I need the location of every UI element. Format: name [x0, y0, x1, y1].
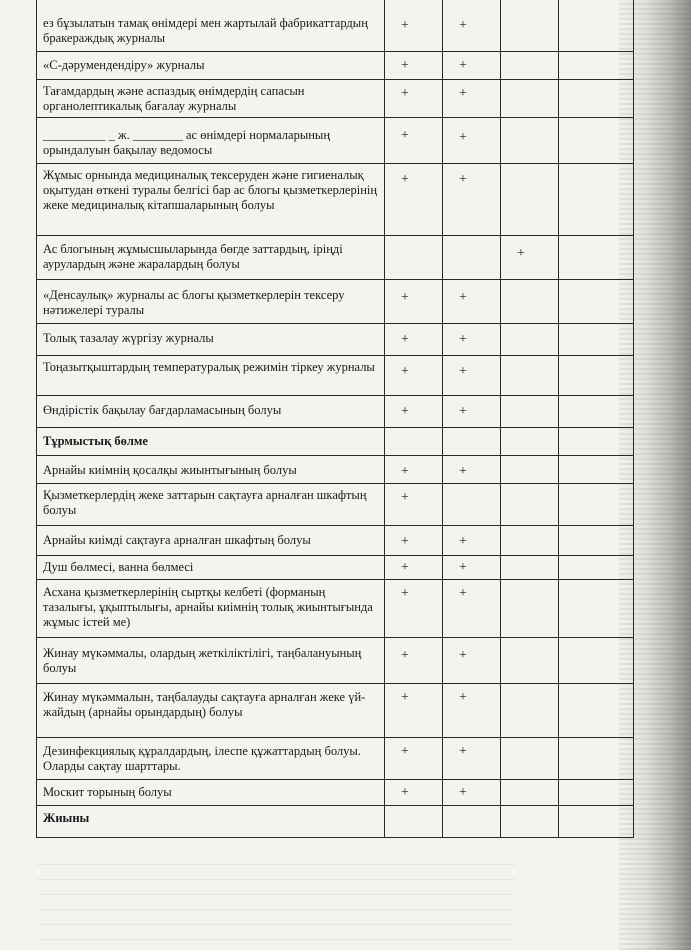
mark-cell-4: [559, 52, 634, 79]
mark-cell-4: [559, 324, 634, 355]
plus-mark: +: [459, 364, 467, 379]
mark-cell-1: [385, 580, 443, 637]
mark-cell-4: [559, 638, 634, 683]
mark-cell-3: [501, 80, 559, 117]
mark-cell-2: [443, 638, 501, 683]
section-title: Тұрмыстық бөлме: [36, 428, 385, 455]
checklist-table: [36, 0, 634, 950]
table-row: [36, 396, 634, 428]
mark-cell-3: [501, 118, 559, 163]
table-row: [36, 52, 634, 80]
mark-cell-4: [559, 356, 634, 395]
total-label: Жиыны: [36, 806, 385, 837]
mark-cell-4: [559, 684, 634, 737]
section-header-row: [36, 428, 634, 456]
plus-mark: +: [401, 586, 409, 601]
mark-cell-2: [443, 580, 501, 637]
plus-mark: +: [401, 18, 409, 33]
mark-cell-2: [443, 428, 501, 455]
mark-cell-3: [501, 580, 559, 637]
plus-mark: +: [459, 18, 467, 33]
mark-cell-3: [501, 526, 559, 555]
mark-cell-2: [443, 738, 501, 779]
plus-mark: +: [459, 648, 467, 663]
plus-mark: +: [401, 58, 409, 73]
plus-mark: +: [401, 86, 409, 101]
plus-mark: +: [401, 172, 409, 187]
mark-cell-3: [501, 280, 559, 323]
mark-cell-3: [501, 738, 559, 779]
mark-cell-1: [385, 0, 443, 51]
mark-cell-3: [501, 356, 559, 395]
item-text: ез бұзылатын тамақ өнімдері мен жартылай фабрикаттардың бракераждық журналы: [36, 0, 385, 51]
mark-cell-1: [385, 526, 443, 555]
mark-cell-1: [385, 780, 443, 805]
mark-cell-2: [443, 780, 501, 805]
mark-cell-2: [443, 0, 501, 51]
plus-mark: +: [459, 332, 467, 347]
mark-cell-4: [559, 236, 634, 279]
item-text: Ас блогының жұмысшыларында бөгде заттардың, іріңді аурулардың және жаралардың болуы: [36, 236, 385, 279]
table-row: [36, 738, 634, 780]
mark-cell-2: [443, 324, 501, 355]
plus-mark: +: [401, 744, 409, 759]
table-row: [36, 80, 634, 118]
plus-mark: +: [459, 586, 467, 601]
mark-cell-3: [501, 456, 559, 483]
table-row: [36, 526, 634, 556]
mark-cell-4: [559, 280, 634, 323]
mark-cell-4: [559, 580, 634, 637]
mark-cell-4: [559, 806, 634, 837]
plus-mark: +: [401, 490, 409, 505]
table-row: [36, 356, 634, 396]
mark-cell-1: [385, 806, 443, 837]
plus-mark: +: [401, 560, 409, 575]
mark-cell-3: [501, 52, 559, 79]
plus-mark: +: [401, 648, 409, 663]
mark-cell-3: [501, 0, 559, 51]
mark-cell-1: [385, 118, 443, 163]
mark-cell-2: [443, 556, 501, 579]
mark-cell-4: [559, 0, 634, 51]
plus-mark: +: [459, 744, 467, 759]
plus-mark: +: [459, 534, 467, 549]
plus-mark: +: [401, 332, 409, 347]
table-row: [36, 580, 634, 638]
mark-cell-2: [443, 280, 501, 323]
mark-cell-1: [385, 556, 443, 579]
plus-mark: +: [517, 246, 525, 261]
mark-cell-4: [559, 428, 634, 455]
table-row: [36, 456, 634, 484]
mark-cell-4: [559, 738, 634, 779]
plus-mark: +: [401, 290, 409, 305]
mark-cell-2: [443, 396, 501, 427]
mark-cell-1: [385, 638, 443, 683]
item-text: Тағамдардың және аспаздық өнімдердің сапасын органолептикалық бағалау журналы: [36, 80, 385, 117]
mark-cell-4: [559, 526, 634, 555]
plus-mark: +: [459, 785, 467, 800]
mark-cell-1: [385, 356, 443, 395]
table-row: [36, 780, 634, 806]
plus-mark: +: [401, 534, 409, 549]
mark-cell-3: [501, 428, 559, 455]
mark-cell-1: [385, 484, 443, 525]
plus-mark: +: [459, 560, 467, 575]
item-text: Дезинфекциялық құралдардың, ілеспе құжаттардың болуы. Оларды сақтау шарттары.: [36, 738, 385, 779]
item-text: Москит торының болуы: [36, 780, 385, 805]
mark-cell-4: [559, 556, 634, 579]
item-text: «С-дәрумендендіру» журналы: [36, 52, 385, 79]
table-row: [36, 484, 634, 526]
mark-cell-3: [501, 556, 559, 579]
plus-mark: +: [459, 58, 467, 73]
table-row: [36, 556, 634, 580]
mark-cell-2: [443, 484, 501, 525]
mark-cell-3: [501, 396, 559, 427]
table-row: [36, 684, 634, 738]
mark-cell-2: [443, 52, 501, 79]
total-row: [36, 806, 634, 838]
mark-cell-1: [385, 456, 443, 483]
table-row: [36, 118, 634, 164]
mark-cell-4: [559, 456, 634, 483]
mark-cell-3: [501, 780, 559, 805]
mark-cell-3: [501, 164, 559, 235]
mark-cell-2: [443, 684, 501, 737]
item-text: Асхана қызметкерлерінің сыртқы келбеті (форманың тазалығы, ұқыптылығы, арнайы киімнің толық жиынтығында жұмыс істей ме): [36, 580, 385, 637]
plus-mark: +: [459, 290, 467, 305]
mark-cell-4: [559, 118, 634, 163]
mark-cell-2: [443, 80, 501, 117]
mark-cell-4: [559, 164, 634, 235]
mark-cell-1: [385, 280, 443, 323]
mark-cell-2: [443, 356, 501, 395]
mark-cell-2: [443, 806, 501, 837]
mark-cell-3: [501, 484, 559, 525]
plus-mark: +: [401, 464, 409, 479]
mark-cell-3: [501, 638, 559, 683]
mark-cell-4: [559, 396, 634, 427]
table-row: [36, 164, 634, 236]
mark-cell-4: [559, 780, 634, 805]
plus-mark: +: [401, 364, 409, 379]
plus-mark: +: [401, 404, 409, 419]
table-row: [36, 0, 634, 52]
plus-mark: +: [459, 86, 467, 101]
item-text: Толық тазалау жүргізу журналы: [36, 324, 385, 355]
mark-cell-3: [501, 684, 559, 737]
item-text: «Денсаулық» журналы ас блогы қызметкерлерін тексеру нәтижелері туралы: [36, 280, 385, 323]
mark-cell-1: [385, 164, 443, 235]
item-text: __________ _ ж. ________ ас өнімдері нормаларының орындалуын бақылау ведомосы: [36, 118, 385, 163]
plus-mark: +: [459, 404, 467, 419]
item-text: Қызметкерлердің жеке заттарын сақтауға арналған шкафтың болуы: [36, 484, 385, 525]
mark-cell-1: [385, 236, 443, 279]
mark-cell-1: [385, 428, 443, 455]
mark-cell-4: [559, 484, 634, 525]
mark-cell-1: [385, 684, 443, 737]
mark-cell-2: [443, 164, 501, 235]
item-text: Өндірістік бақылау бағдарламасының болуы: [36, 396, 385, 427]
table-row: [36, 638, 634, 684]
mark-cell-3: [501, 236, 559, 279]
mark-cell-1: [385, 52, 443, 79]
table-row: [36, 236, 634, 280]
item-text: Арнайы киімнің қосалқы жиынтығының болуы: [36, 456, 385, 483]
table-row: [36, 280, 634, 324]
item-text: Душ бөлмесі, ванна бөлмесі: [36, 556, 385, 579]
item-text: Жинау мүкәммалы, олардың жеткіліктілігі, таңбалануының болуы: [36, 638, 385, 683]
mark-cell-4: [559, 80, 634, 117]
plus-mark: +: [401, 690, 409, 705]
mark-cell-1: [385, 80, 443, 117]
item-text: Арнайы киімді сақтауға арналған шкафтың болуы: [36, 526, 385, 555]
table-row: [36, 324, 634, 356]
mark-cell-1: [385, 396, 443, 427]
mark-cell-3: [501, 806, 559, 837]
mark-cell-1: [385, 738, 443, 779]
mark-cell-1: [385, 324, 443, 355]
plus-mark: +: [459, 130, 467, 145]
plus-mark: +: [459, 172, 467, 187]
mark-cell-2: [443, 236, 501, 279]
plus-mark: +: [401, 128, 409, 143]
item-text: Жұмыс орнында медициналық тексеруден және гигиеналық оқытудан өткені туралы белгісі бар ас блогы қызметкерлерінің жеке медициналық кітапшаларының болуы: [36, 164, 385, 235]
item-text: Жинау мүкәммалын, таңбалауды сақтауға арналған жеке үй-жайдың (арнайы орындардың) болуы: [36, 684, 385, 737]
item-text: Тоңазытқыштардың температуралық режимін тіркеу журналы: [36, 356, 385, 395]
plus-mark: +: [459, 690, 467, 705]
plus-mark: +: [401, 785, 409, 800]
mark-cell-2: [443, 526, 501, 555]
mark-cell-2: [443, 118, 501, 163]
plus-mark: +: [459, 464, 467, 479]
mark-cell-3: [501, 324, 559, 355]
mark-cell-2: [443, 456, 501, 483]
